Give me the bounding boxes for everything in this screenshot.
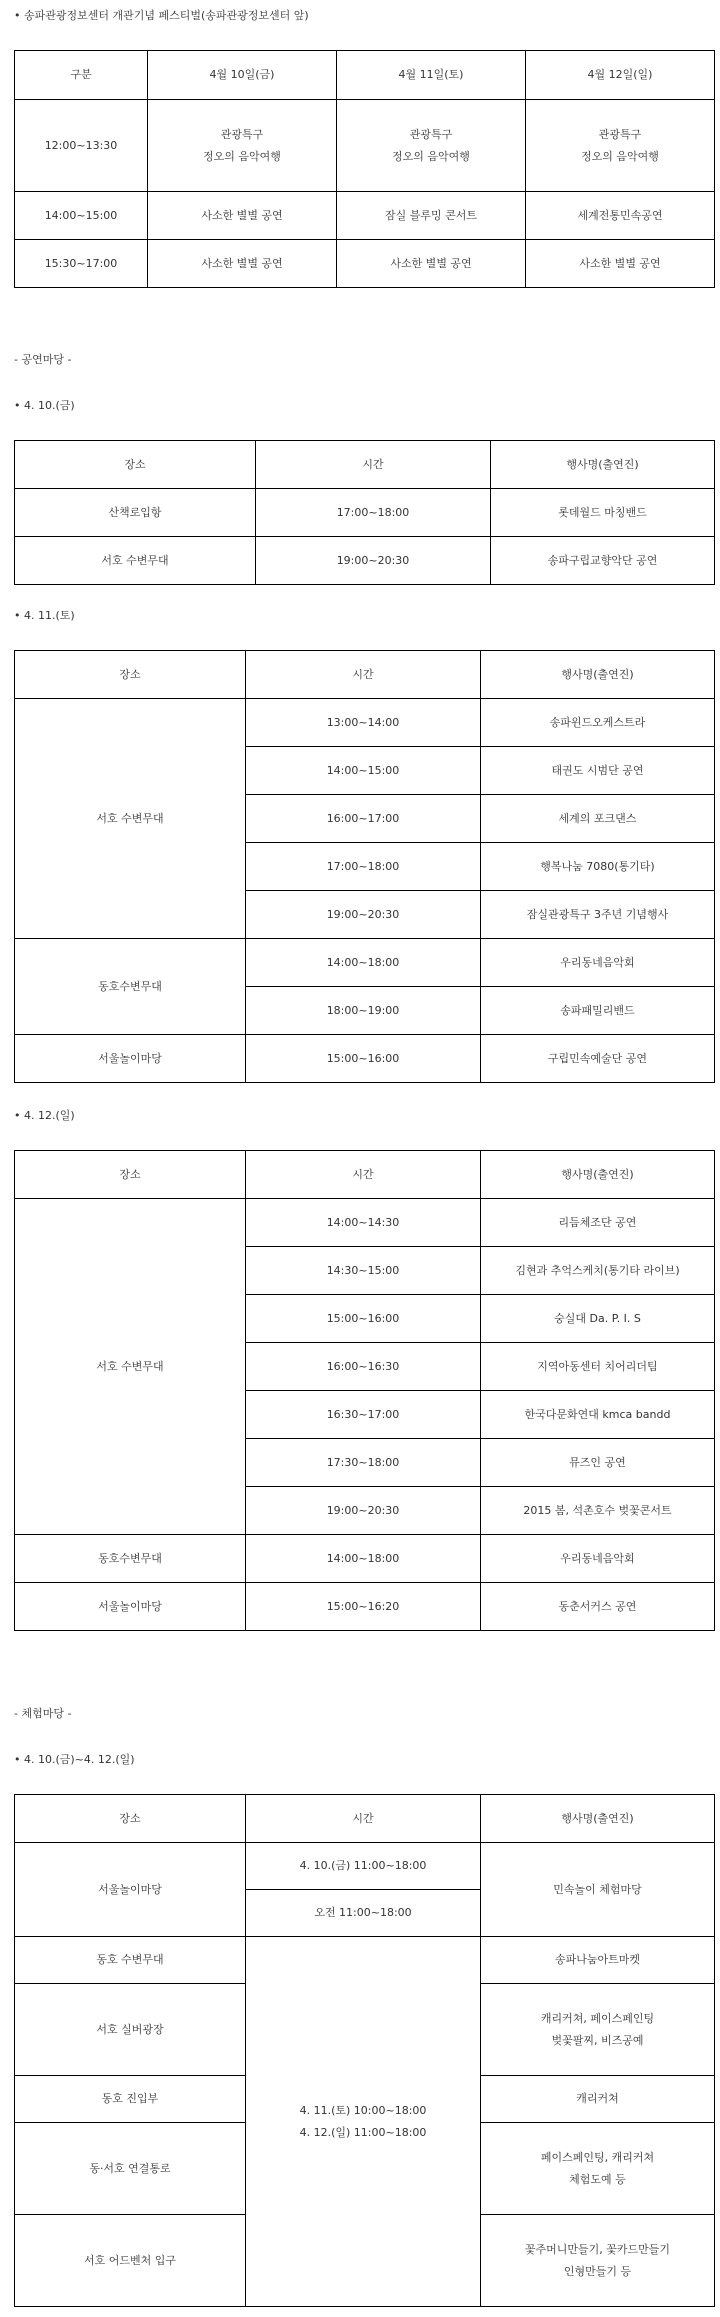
table-header-row (15, 441, 715, 489)
time-cell: 14:00~18:00 (246, 939, 481, 987)
event-line: 체험도예 등 (569, 2172, 626, 2186)
time-cell: 19:00~20:30 (256, 537, 491, 585)
event-cell (526, 100, 715, 192)
event-cell: 민속놀이 체험마당 (481, 1843, 715, 1937)
event-cell: 송파패밀리밴드 (481, 987, 715, 1035)
event-line: 정오의 음악여행 (203, 149, 281, 163)
table-row (15, 939, 715, 987)
table-header-row (15, 651, 715, 699)
time-cell: 14:30~15:00 (246, 1247, 481, 1295)
place-cell: 동호 진입부 (15, 2076, 246, 2123)
place-cell: 서호 수변무대 (15, 1199, 246, 1535)
event-cell: 행복나눔 7080(통기타) (481, 843, 715, 891)
table-row (15, 1035, 715, 1083)
table-row (15, 1535, 715, 1583)
table-header-row (15, 51, 715, 100)
table-row (15, 1843, 715, 1890)
table-header-row (15, 1795, 715, 1843)
event-line: 정오의 음악여행 (581, 149, 659, 163)
header-cell: 장소 (15, 1151, 246, 1199)
header-cell: 장소 (15, 441, 256, 489)
date-label: • 4. 11.(토) (14, 609, 75, 622)
table-row (15, 240, 715, 288)
time-cell: 14:00~18:00 (246, 1535, 481, 1583)
time-cell: 16:00~16:30 (246, 1343, 481, 1391)
event-cell: 동춘서커스 공연 (481, 1583, 715, 1631)
event-line: 관광특구 (598, 127, 642, 141)
event-line: 페이스페인팅, 캐리커쳐 (540, 2150, 655, 2164)
time-cell: 15:30~17:00 (15, 240, 148, 288)
event-cell: 한국다문화연대 kmca bandd (481, 1391, 715, 1439)
time-cell: 12:00~13:30 (15, 100, 148, 192)
date-label: • 4. 10.(금)~4. 12.(일) (14, 1753, 135, 1766)
time-cell: 18:00~19:00 (246, 987, 481, 1035)
performance-table-day3 (14, 1150, 715, 1631)
header-cell: 시간 (246, 651, 481, 699)
time-cell: 14:00~15:00 (246, 747, 481, 795)
header-cell: 구분 (15, 51, 148, 100)
time-cell: 14:00~15:00 (15, 192, 148, 240)
event-line: 정오의 음악여행 (392, 149, 470, 163)
experience-table (14, 1794, 715, 2307)
performance-table-day1 (14, 440, 715, 585)
table-row (15, 100, 715, 192)
time-cell: 19:00~20:30 (246, 1487, 481, 1535)
table-row (15, 1937, 715, 1984)
event-cell: 숭실대 Da. P. I. S (481, 1295, 715, 1343)
event-cell (481, 2215, 715, 2307)
event-line: 관광특구 (409, 127, 453, 141)
event-cell: 2015 봄, 석촌호수 벚꽃콘서트 (481, 1487, 715, 1535)
event-line: 벚꽃팔찌, 비즈공예 (551, 2033, 644, 2047)
event-cell: 롯데월드 마칭밴드 (491, 489, 715, 537)
header-cell: 행사명(출연진) (481, 1151, 715, 1199)
event-cell: 뮤즈인 공연 (481, 1439, 715, 1487)
place-cell: 동호수변무대 (15, 1535, 246, 1583)
event-cell: 잠실관광특구 3주년 기념행사 (481, 891, 715, 939)
date-label: • 4. 10.(금) (14, 399, 75, 412)
time-cell: 19:00~20:30 (246, 891, 481, 939)
header-cell: 행사명(출연진) (491, 441, 715, 489)
place-cell: 서울놀이마당 (15, 1843, 246, 1937)
event-cell: 사소한 별별 공연 (526, 240, 715, 288)
table-row (15, 489, 715, 537)
event-line: 관광특구 (220, 127, 264, 141)
place-cell: 서호 실버광장 (15, 1984, 246, 2076)
event-cell: 사소한 별별 공연 (337, 240, 526, 288)
section-title-performance: - 공연마당 - (14, 353, 72, 366)
event-cell (337, 100, 526, 192)
event-cell: 세계의 포크댄스 (481, 795, 715, 843)
table-row (15, 1199, 715, 1247)
date-label: • 4. 12.(일) (14, 1109, 75, 1122)
event-cell: 송파윈드오케스트라 (481, 699, 715, 747)
header-cell: 행사명(출연진) (481, 1795, 715, 1843)
event-cell: 우리동네음악회 (481, 939, 715, 987)
event-cell (481, 2123, 715, 2215)
event-cell (481, 1984, 715, 2076)
header-cell: 4월 12일(일) (526, 51, 715, 100)
event-cell: 김현과 추억스케치(통기타 라이브) (481, 1247, 715, 1295)
table-row (15, 1583, 715, 1631)
place-cell: 서호 어드벤처 입구 (15, 2215, 246, 2307)
table-row (15, 537, 715, 585)
event-cell: 리듬체조단 공연 (481, 1199, 715, 1247)
header-cell: 시간 (256, 441, 491, 489)
festival-table (14, 50, 715, 288)
event-cell: 송파나눔아트마켓 (481, 1937, 715, 1984)
event-cell: 태권도 시범단 공연 (481, 747, 715, 795)
header-cell: 장소 (15, 1795, 246, 1843)
event-cell: 우리동네음악회 (481, 1535, 715, 1583)
header-cell: 4월 11일(토) (337, 51, 526, 100)
time-cell: 14:00~14:30 (246, 1199, 481, 1247)
time-cell-merged (246, 1937, 481, 2307)
event-line: 캐리커쳐, 페이스페인팅 (540, 2011, 655, 2025)
time-line: 4. 11.(토) 10:00~18:00 (299, 2103, 427, 2117)
time-cell: 15:00~16:00 (246, 1295, 481, 1343)
event-cell: 송파구립교향악단 공연 (491, 537, 715, 585)
time-cell: 17:00~18:00 (246, 843, 481, 891)
festival-heading: • 송파관광정보센터 개관기념 페스티벌(송파관광정보센터 앞) (14, 9, 309, 22)
place-cell: 동호 수변무대 (15, 1937, 246, 1984)
place-cell: 서호 수변무대 (15, 537, 256, 585)
event-cell: 사소한 별별 공연 (148, 240, 337, 288)
event-line: 인형만들기 등 (563, 2264, 632, 2278)
table-row (15, 699, 715, 747)
place-cell: 서울놀이마당 (15, 1035, 246, 1083)
event-cell: 잠실 블루밍 콘서트 (337, 192, 526, 240)
event-line: 꽃주머니만들기, 꽃카드만들기 (524, 2242, 671, 2256)
time-cell: 13:00~14:00 (246, 699, 481, 747)
header-cell: 행사명(출연진) (481, 651, 715, 699)
time-cell: 4. 10.(금) 11:00~18:00 (246, 1843, 481, 1890)
time-cell: 17:00~18:00 (256, 489, 491, 537)
event-cell: 지역아동센터 치어리더팀 (481, 1343, 715, 1391)
event-cell: 구립민속예술단 공연 (481, 1035, 715, 1083)
event-cell: 세계전통민속공연 (526, 192, 715, 240)
time-cell: 16:00~17:00 (246, 795, 481, 843)
header-cell: 시간 (246, 1151, 481, 1199)
header-cell: 4월 10일(금) (148, 51, 337, 100)
section-title-experience: - 체험마당 - (14, 1707, 72, 1720)
place-cell: 동·서호 연결통로 (15, 2123, 246, 2215)
place-cell: 서호 수변무대 (15, 699, 246, 939)
time-line: 4. 12.(일) 11:00~18:00 (299, 2125, 427, 2139)
time-cell: 오전 11:00~18:00 (246, 1890, 481, 1937)
place-cell: 산책로입항 (15, 489, 256, 537)
performance-table-day2 (14, 650, 715, 1083)
event-cell: 캐리커쳐 (481, 2076, 715, 2123)
table-header-row (15, 1151, 715, 1199)
table-row (15, 192, 715, 240)
place-cell: 동호수변무대 (15, 939, 246, 1035)
time-cell: 17:30~18:00 (246, 1439, 481, 1487)
time-cell: 16:30~17:00 (246, 1391, 481, 1439)
header-cell: 시간 (246, 1795, 481, 1843)
header-cell: 장소 (15, 651, 246, 699)
time-cell: 15:00~16:20 (246, 1583, 481, 1631)
event-cell (148, 100, 337, 192)
event-cell: 사소한 별별 공연 (148, 192, 337, 240)
place-cell: 서울놀이마당 (15, 1583, 246, 1631)
time-cell: 15:00~16:00 (246, 1035, 481, 1083)
